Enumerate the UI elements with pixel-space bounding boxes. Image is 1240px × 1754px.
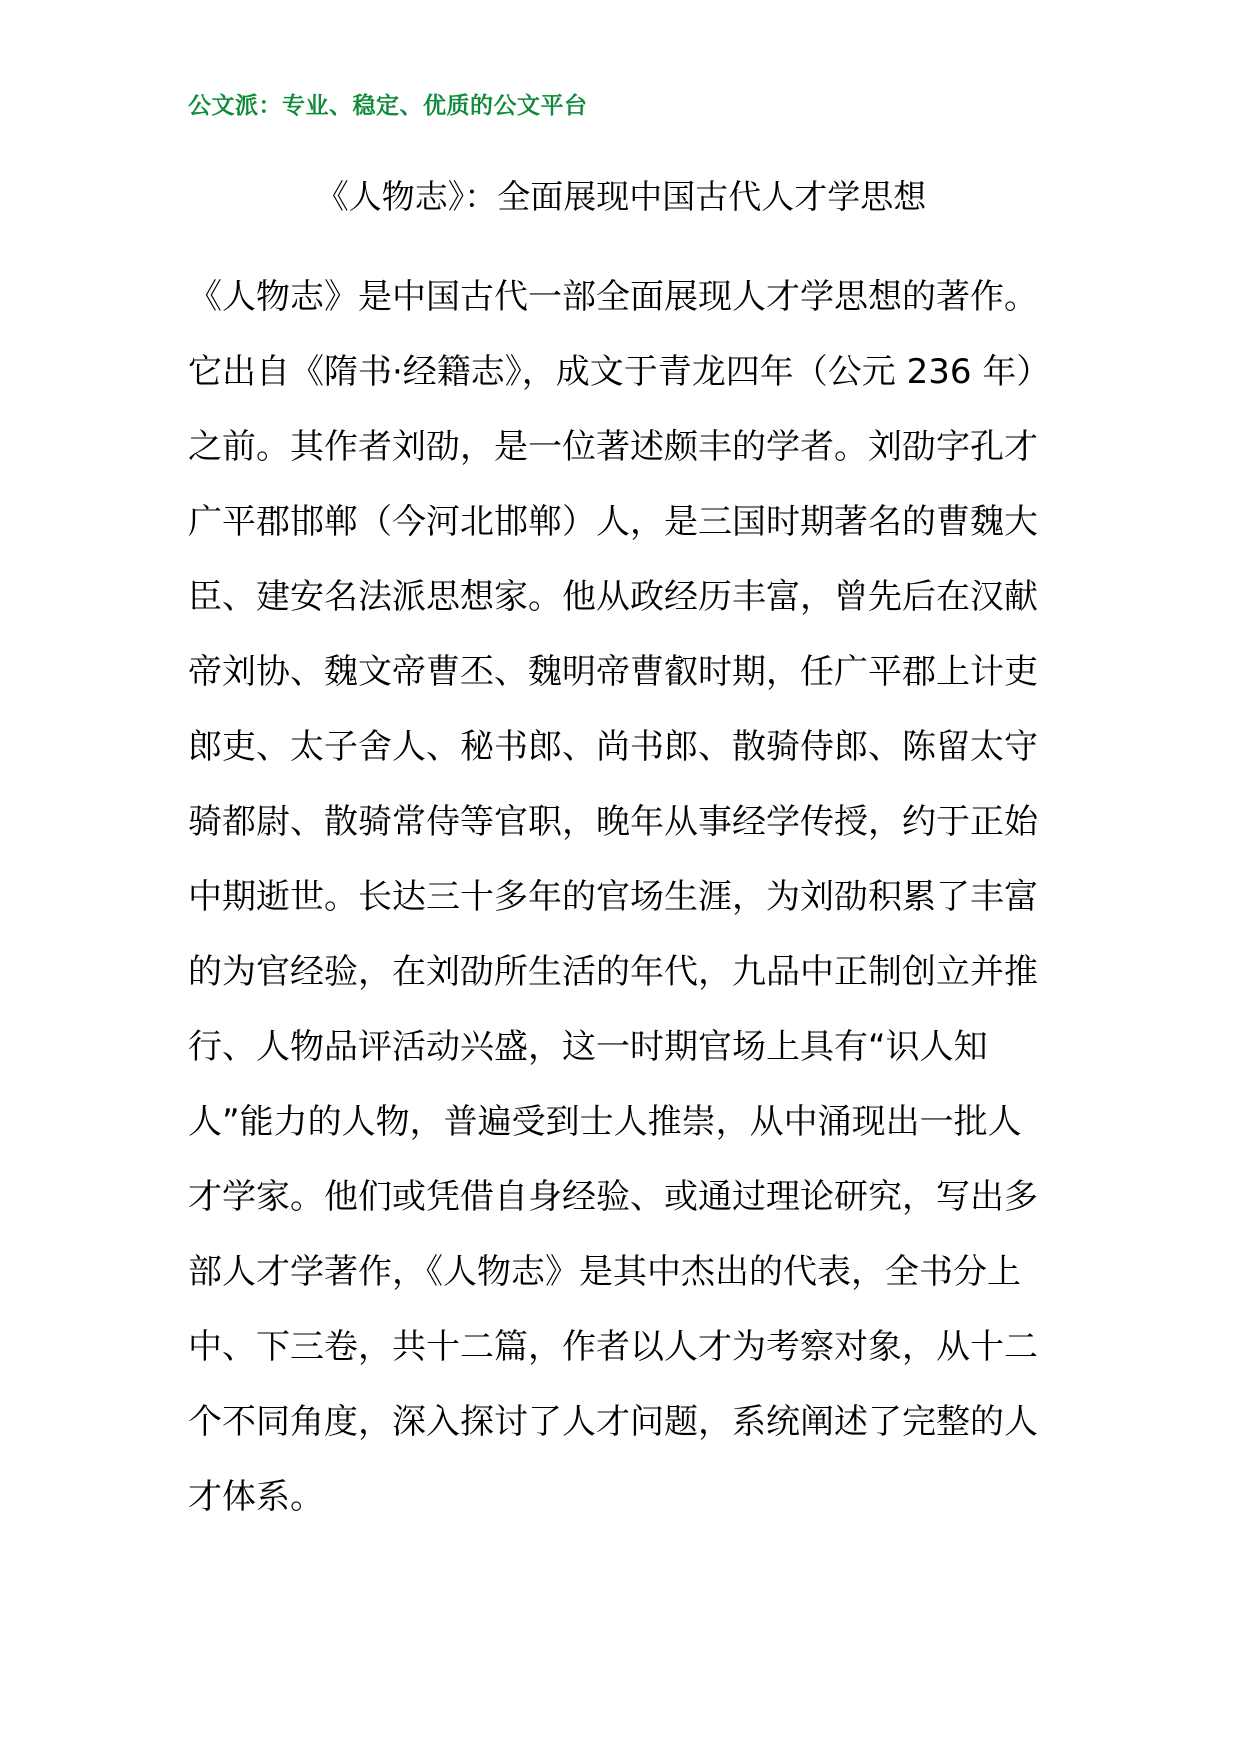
body-line: 骑都尉、散骑常侍等官职，晚年从事经学传授，约于正始 (188, 802, 1038, 842)
body-line: 个不同角度，深入探讨了人才问题，系统阐述了完整的人 (188, 1402, 1038, 1442)
body-line: 才体系。 (188, 1477, 324, 1517)
document-title: 《人物志》：全面展现中国古代人才学思想 (315, 177, 927, 216)
body-line: 行、人物品评活动兴盛，这一时期官场上具有“识人知 (188, 1027, 988, 1067)
body-line: 《人物志》是中国古代一部全面展现人才学思想的著作。 (188, 277, 1038, 317)
body-line: 中、下三卷，共十二篇，作者以人才为考察对象，从十二 (188, 1327, 1038, 1367)
body-line: 帝刘协、魏文帝曹丕、魏明帝曹叡时期，任广平郡上计吏 (188, 652, 1038, 692)
body-line: 之前。其作者刘劭，是一位著述颇丰的学者。刘劭字孔才 (188, 427, 1038, 467)
header-banner: 公文派：专业、稳定、优质的公文平台 (188, 93, 588, 119)
body-line: 的为官经验，在刘劭所生活的年代，九品中正制创立并推 (188, 952, 1038, 992)
body-line: 臣、建安名法派思想家。他从政经历丰富，曾先后在汉献 (188, 577, 1038, 617)
body-line: 人”能力的人物，普遍受到士人推崇，从中涌现出一批人 (188, 1102, 1022, 1142)
document-body (188, 260, 1054, 1535)
body-line: 郎吏、太子舍人、秘书郎、尚书郎、散骑侍郎、陈留太守 (188, 727, 1038, 767)
body-line: 中期逝世。长达三十多年的官场生涯，为刘劭积累了丰富 (188, 877, 1038, 917)
body-line: 才学家。他们或凭借自身经验、或通过理论研究，写出多 (188, 1177, 1038, 1217)
body-line: 广平郡邯郸（今河北邯郸）人，是三国时期著名的曹魏大 (188, 502, 1038, 542)
body-line: 它出自《隋书·经籍志》，成文于青龙四年（公元 236 年） (188, 352, 1051, 392)
body-line: 部人才学著作，《人物志》是其中杰出的代表，全书分上 (188, 1252, 1021, 1292)
